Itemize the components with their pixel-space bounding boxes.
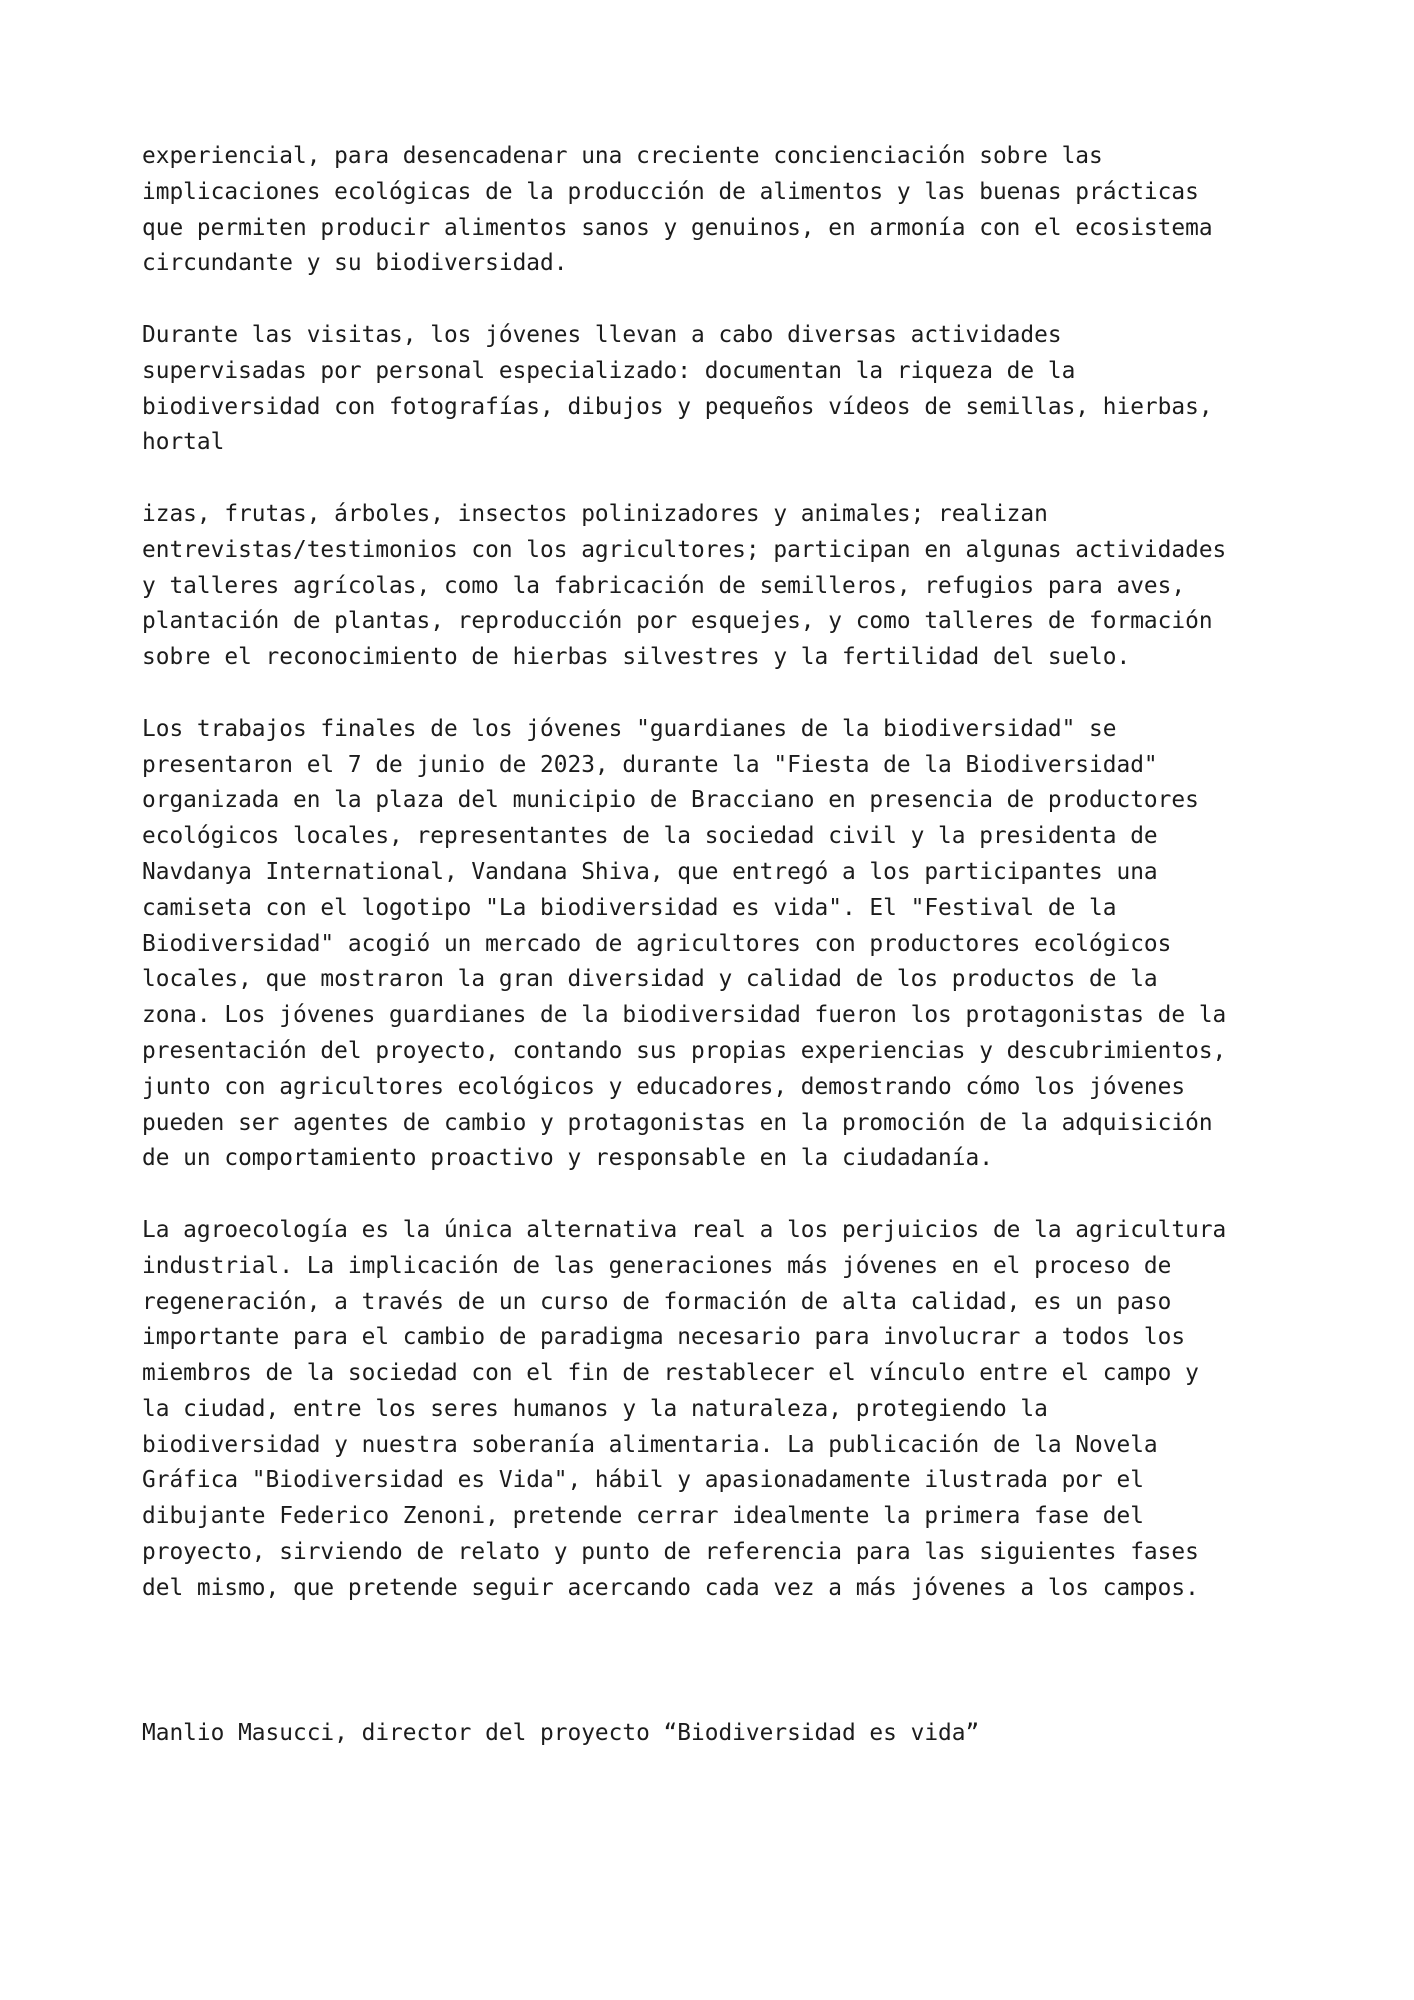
text-line: presentaron el 7 de junio de 2023, durante la "Fiesta de la Biodiversidad" [142,751,1158,778]
text-line: importante para el cambio de paradigma necesario para involucrar a todos los [142,1324,1186,1351]
text-line: que permiten producir alimentos sanos y genuinos, en armonía con el ecosistema [142,214,1213,241]
text-line: locales, que mostraron la gran diversidad y calidad de los productos de la [142,966,1158,993]
text-line: Gráfica "Biodiversidad es Vida", hábil y apasionadamente ilustrada por el [142,1467,1144,1494]
text-line: camiseta con el logotipo "La biodiversidad es vida". El "Festival de la [142,894,1117,921]
text-line: miembros de la sociedad con el fin de restablecer el vínculo entre el campo y [142,1360,1199,1387]
text-line: zona. Los jóvenes guardianes de la biodiversidad fueron los protagonistas de la [142,1002,1227,1029]
text-line: plantación de plantas, reproducción por esquejes, y como talleres de formación [142,608,1213,635]
signature-block [142,1716,1292,1752]
text-line: sobre el reconocimiento de hierbas silvestres y la fertilidad del suelo. [142,644,1131,671]
text-line: presentación del proyecto, contando sus propias experiencias y descubrimientos, [142,1037,1227,1064]
document-body [142,139,1292,1642]
text-line: Los trabajos finales de los jóvenes "guardianes de la biodiversidad" se [142,715,1117,742]
text-line: junto con agricultores ecológicos y educadores, demostrando cómo los jóvenes [142,1073,1186,1100]
paragraph [142,1213,1292,1607]
text-line: biodiversidad y nuestra soberanía alimentaria. La publicación de la Novela [142,1431,1158,1458]
paragraph [142,139,1292,282]
paragraph [142,712,1292,1177]
text-line: proyecto, sirviendo de relato y punto de referencia para las siguientes fases [142,1539,1199,1566]
text-line: de un comportamiento proactivo y responsable en la ciudadanía. [142,1145,993,1172]
text-line: la ciudad, entre los seres humanos y la naturaleza, protegiendo la [142,1395,1048,1422]
text-line: implicaciones ecológicas de la producción de alimentos y las buenas prácticas [142,178,1199,205]
text-line: regeneración, a través de un curso de formación de alta calidad, es un paso [142,1288,1172,1315]
text-line: dibujante Federico Zenoni, pretende cerrar idealmente la primera fase del [142,1503,1144,1530]
text-line: supervisadas por personal especializado: documentan la riqueza de la [142,357,1076,384]
text-line: Durante las visitas, los jóvenes llevan a cabo diversas actividades [142,321,1062,348]
text-line: ecológicos locales, representantes de la sociedad civil y la presidenta de [142,823,1158,850]
author-signature: Manlio Masucci, director del proyecto “Biodiversidad es vida” [142,1720,980,1746]
text-line: organizada en la plaza del municipio de Bracciano en presencia de productores [142,787,1199,814]
text-line: biodiversidad con fotografías, dibujos y pequeños vídeos de semillas, hierbas, [142,393,1213,420]
text-line: y talleres agrícolas, como la fabricación de semilleros, refugios para aves, [142,572,1186,599]
text-line: izas, frutas, árboles, insectos polinizadores y animales; realizan [142,500,1048,527]
text-line: pueden ser agentes de cambio y protagonistas en la promoción de la adquisición [142,1109,1213,1136]
text-line: La agroecología es la única alternativa real a los perjuicios de la agricultura [142,1216,1227,1243]
text-line: hortal [142,429,225,456]
text-line: del mismo, que pretende seguir acercando cada vez a más jóvenes a los campos. [142,1574,1199,1601]
paragraph [142,497,1292,676]
text-line: Navdanya International, Vandana Shiva, que entregó a los participantes una [142,858,1158,885]
text-line: entrevistas/testimonios con los agricultores; participan en algunas actividades [142,536,1227,563]
text-line: Biodiversidad" acogió un mercado de agricultores con productores ecológicos [142,930,1172,957]
text-line: experiencial, para desencadenar una creciente concienciación sobre las [142,143,1103,169]
paragraph [142,318,1292,461]
text-line: industrial. La implicación de las generaciones más jóvenes en el proceso de [142,1252,1172,1279]
text-line: circundante y su biodiversidad. [142,250,568,277]
